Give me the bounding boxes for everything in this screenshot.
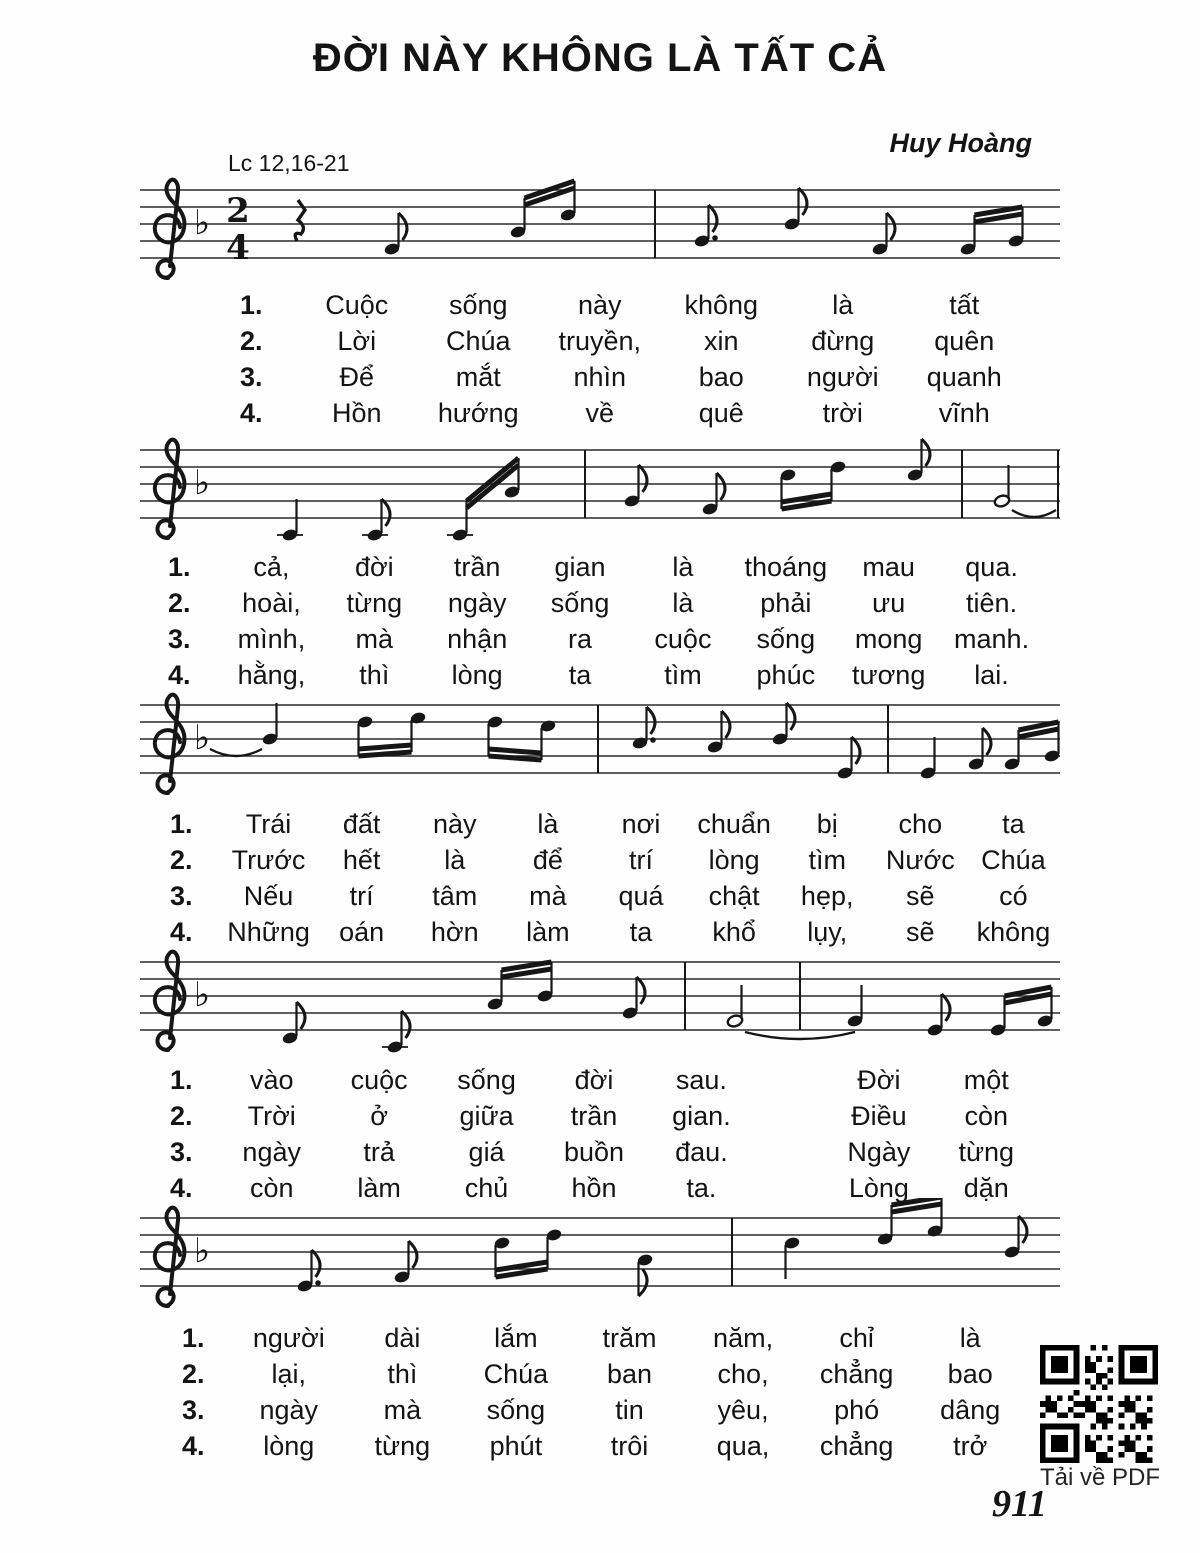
- lyric-row: [170, 1062, 1040, 1098]
- composer-name: Huy Hoàng: [889, 128, 1032, 158]
- lyric-word: yêu,: [717, 1395, 769, 1425]
- lyric-word: cả,: [253, 552, 290, 582]
- lyric-word: chật: [708, 881, 760, 911]
- lyric-word: Trời: [247, 1101, 296, 1131]
- svg-text:2: 2: [226, 191, 250, 231]
- lyric-word: Trái: [245, 809, 292, 839]
- lyric-word: ta: [629, 917, 653, 947]
- lyric-word: ngày: [242, 1137, 301, 1167]
- lyric-word: quên: [934, 326, 995, 356]
- lyric-word: làm: [357, 1173, 401, 1203]
- lyric-word: phúc: [756, 660, 816, 690]
- verse-number: 3.: [170, 881, 193, 911]
- lyric-word: sau.: [675, 1065, 727, 1095]
- lyric-word: dài: [384, 1323, 421, 1353]
- lyric-word: sống: [756, 624, 816, 654]
- verse-number: 1.: [170, 1065, 193, 1095]
- lyric-word: tiên.: [966, 588, 1018, 618]
- lyric-word: Ngày: [847, 1137, 911, 1167]
- lyric-word: không: [684, 290, 759, 320]
- lyric-word: sống: [448, 290, 508, 320]
- treble-clef-icon: [155, 1208, 185, 1306]
- lyric-word: Chúa: [483, 1359, 549, 1389]
- lyric-word: trở: [953, 1431, 988, 1461]
- lyric-row: [168, 657, 1043, 693]
- lyric-word: này: [577, 290, 622, 320]
- lyric-word: mà: [383, 1395, 422, 1425]
- verse-number: 2.: [182, 1359, 205, 1389]
- lyric-row: [170, 1098, 1040, 1134]
- lyric-word: oán: [339, 917, 385, 947]
- treble-clef-icon: [155, 440, 185, 538]
- lyric-word: trần: [453, 552, 501, 582]
- page-number: 911: [992, 1483, 1047, 1525]
- verse-number: 4.: [168, 660, 191, 690]
- flat-sign-icon: ♭: [194, 1231, 211, 1271]
- lyric-word: gian.: [672, 1101, 731, 1131]
- lyric-word: lòng: [708, 845, 760, 875]
- lyric-word: trôi: [610, 1431, 649, 1461]
- lyric-word: Trước: [231, 845, 306, 875]
- lyric-word: bị: [816, 809, 838, 839]
- verse-block-5: [182, 1320, 1027, 1464]
- lyric-word: Hồn: [331, 398, 382, 428]
- lyric-word: ra: [568, 624, 593, 654]
- lyric-row: [168, 585, 1043, 621]
- lyric-row: [240, 359, 1025, 395]
- lyric-word: Điều: [851, 1101, 907, 1131]
- verse-block-4: [170, 1062, 1040, 1206]
- lyric-word: xin: [703, 326, 739, 356]
- lyric-word: trí: [628, 845, 653, 875]
- verse-number: 4.: [170, 917, 193, 947]
- lyric-word: qua.: [965, 552, 1018, 582]
- lyric-word: lòng: [263, 1431, 315, 1461]
- qr-caption: Tải về PDF: [1039, 1464, 1161, 1491]
- lyric-word: Chúa: [981, 845, 1046, 875]
- lyric-word: Nước: [885, 845, 955, 875]
- lyric-word: sẽ: [906, 881, 935, 911]
- lyric-word: là: [672, 588, 694, 618]
- lyric-word: là: [537, 809, 559, 839]
- lyric-word: về: [585, 398, 615, 428]
- lyric-word: Những: [227, 917, 310, 947]
- lyric-word: buồn: [563, 1137, 625, 1167]
- lyric-word: ngày: [447, 588, 507, 618]
- lyric-word: Lòng: [848, 1173, 909, 1203]
- lyric-word: mong: [854, 624, 923, 654]
- verse-number: 3.: [182, 1395, 205, 1425]
- flat-sign-icon: ♭: [194, 975, 211, 1015]
- verse-number: 2.: [168, 588, 191, 618]
- lyric-word: sống: [457, 1065, 516, 1095]
- lyric-row: [240, 395, 1025, 431]
- lyric-word: là: [672, 552, 694, 582]
- lyric-word: tất: [949, 290, 980, 320]
- lyric-word: từng: [958, 1137, 1015, 1167]
- lyric-word: mau: [862, 552, 915, 582]
- lyric-word: Lời: [337, 326, 377, 356]
- lyric-word: ta.: [686, 1173, 717, 1203]
- lyric-word: vào: [249, 1065, 294, 1095]
- lyric-word: trời: [822, 398, 863, 428]
- verse-number: 1.: [168, 552, 191, 582]
- lyric-word: ưu: [872, 588, 906, 618]
- lyric-word: hẹp,: [800, 881, 854, 911]
- verse-block-3: [170, 806, 1060, 950]
- verse-number: 3.: [240, 362, 263, 392]
- lyric-word: khổ: [712, 917, 756, 947]
- verse-number: 3.: [170, 1137, 193, 1167]
- lyric-row: [168, 549, 1043, 585]
- lyric-word: manh.: [954, 624, 1030, 654]
- lyric-word: ở: [370, 1101, 388, 1131]
- lyric-word: người: [252, 1323, 325, 1353]
- lyric-word: sẽ: [906, 917, 935, 947]
- lyric-word: dặn: [963, 1173, 1009, 1203]
- lyric-word: tương: [852, 660, 926, 690]
- lyric-word: lại,: [271, 1359, 307, 1389]
- lyric-word: mà: [529, 881, 567, 911]
- verse-number: 4.: [240, 398, 263, 428]
- lyric-word: quá: [618, 881, 664, 911]
- lyric-word: vĩnh: [938, 398, 990, 428]
- verse-number: 4.: [170, 1173, 193, 1203]
- lyric-row: [170, 1170, 1040, 1206]
- lyric-word: quê: [698, 398, 744, 428]
- lyric-word: thì: [359, 660, 390, 690]
- lyric-word: là: [444, 845, 466, 875]
- staff-system-1: [140, 170, 1060, 305]
- lyric-word: sống: [486, 1395, 546, 1425]
- lyric-word: lụy,: [807, 917, 848, 947]
- lyric-word: tìm: [808, 845, 846, 875]
- lyric-word: Cuộc: [325, 290, 389, 320]
- lyric-word: có: [999, 881, 1028, 911]
- lyric-word: truyền,: [558, 326, 642, 356]
- lyric-word: là: [959, 1323, 981, 1353]
- staff-system-3: [140, 685, 1060, 820]
- lyric-row: [170, 842, 1060, 878]
- verse-number: 2.: [240, 326, 263, 356]
- lyric-row: [170, 1134, 1040, 1170]
- lyric-word: nhận: [447, 624, 508, 654]
- treble-clef-icon: [155, 695, 185, 793]
- verse-number: 1.: [182, 1323, 205, 1353]
- lyric-word: đất: [342, 809, 381, 839]
- lyric-word: thì: [387, 1359, 418, 1389]
- lyric-word: dâng: [940, 1395, 1001, 1425]
- lyric-word: không: [976, 917, 1051, 947]
- lyric-word: mình,: [237, 624, 306, 654]
- lyric-word: hoài,: [242, 588, 301, 618]
- lyric-word: lai.: [974, 660, 1009, 690]
- lyric-row: [170, 806, 1060, 842]
- lyric-word: lắm: [494, 1323, 538, 1353]
- lyric-row: [170, 914, 1060, 950]
- scripture-reference: Lc 12,16-21: [228, 150, 350, 176]
- lyric-word: mắt: [455, 362, 501, 392]
- lyric-word: trả: [363, 1137, 395, 1167]
- lyric-word: phó: [834, 1395, 880, 1425]
- lyric-word: Để: [339, 362, 374, 392]
- svg-text:4: 4: [226, 228, 250, 268]
- lyric-word: chuẩn: [697, 809, 771, 839]
- lyric-word: qua,: [716, 1431, 770, 1461]
- lyric-word: nhìn: [573, 362, 627, 392]
- staff-system-2: [140, 430, 1060, 565]
- lyric-word: trăm: [602, 1323, 657, 1353]
- verse-number: 4.: [182, 1431, 205, 1461]
- lyric-word: lòng: [451, 660, 503, 690]
- lyric-word: cuộc: [654, 624, 712, 654]
- lyric-row: [170, 878, 1060, 914]
- lyric-word: hết: [342, 845, 381, 875]
- lyric-word: người: [806, 362, 879, 392]
- lyric-word: cho: [898, 809, 943, 839]
- lyric-word: bao: [947, 1359, 993, 1389]
- lyric-word: trần: [570, 1101, 618, 1131]
- lyric-word: còn: [964, 1101, 1009, 1131]
- verse-number: 2.: [170, 1101, 193, 1131]
- lyric-word: tin: [615, 1395, 644, 1425]
- treble-clef-icon: [155, 952, 185, 1050]
- lyric-word: ta: [568, 660, 592, 690]
- lyric-word: để: [532, 845, 563, 875]
- lyric-word: làm: [526, 917, 570, 947]
- lyric-word: hằng,: [237, 660, 306, 690]
- lyric-word: cho,: [717, 1359, 769, 1389]
- flat-sign-icon: ♭: [194, 463, 211, 503]
- lyric-word: quanh: [926, 362, 1002, 392]
- lyric-word: Đời: [857, 1065, 901, 1095]
- lyric-row: [182, 1428, 1027, 1464]
- lyric-word: ta: [1002, 809, 1025, 839]
- lyric-word: phút: [489, 1431, 543, 1461]
- staff-system-4: [140, 942, 1060, 1077]
- lyric-row: [182, 1356, 1027, 1392]
- lyric-word: từng: [346, 588, 403, 618]
- lyric-word: nơi: [621, 809, 661, 839]
- lyric-word: chỉ: [839, 1323, 874, 1353]
- lyric-word: đừng: [811, 326, 875, 356]
- lyric-word: đời: [574, 1065, 614, 1095]
- lyric-word: thoáng: [744, 552, 828, 582]
- lyric-word: trí: [349, 881, 374, 911]
- lyric-word: từng: [374, 1431, 431, 1461]
- staff-system-5: [140, 1198, 1060, 1333]
- lyric-word: ban: [606, 1359, 653, 1389]
- lyric-word: giữa: [459, 1101, 514, 1131]
- lyric-word: bao: [698, 362, 744, 392]
- lyric-word: đau.: [675, 1137, 728, 1167]
- lyric-word: hướng: [437, 398, 519, 428]
- lyric-word: gian: [554, 552, 606, 582]
- verse-number: 1.: [240, 290, 263, 320]
- verse-number: 3.: [168, 624, 191, 654]
- lyric-word: phải: [760, 588, 812, 618]
- lyric-word: một: [963, 1065, 1009, 1095]
- song-title: ĐỜI NÀY KHÔNG LÀ TẤT CẢ: [312, 36, 888, 80]
- lyric-word: chẳng: [819, 1431, 894, 1461]
- verse-block-1: [240, 287, 1025, 431]
- lyric-word: chẳng: [819, 1359, 894, 1389]
- flat-sign-icon: ♭: [194, 718, 211, 758]
- verse-number: 2.: [170, 845, 193, 875]
- flat-sign-icon: ♭: [194, 203, 211, 243]
- lyric-word: hồn: [571, 1173, 617, 1203]
- lyric-row: [240, 323, 1025, 359]
- lyric-word: ngày: [259, 1395, 319, 1425]
- lyric-word: còn: [249, 1173, 294, 1203]
- verse-number: 1.: [170, 809, 193, 839]
- verse-block-2: [168, 549, 1043, 693]
- lyric-word: tìm: [664, 660, 702, 690]
- lyric-word: giá: [468, 1137, 505, 1167]
- lyric-row: [182, 1392, 1027, 1428]
- lyric-row: [182, 1320, 1027, 1356]
- lyric-word: cuộc: [350, 1065, 408, 1095]
- lyric-word: là: [832, 290, 854, 320]
- lyric-word: này: [433, 809, 477, 839]
- qr-code: [1040, 1345, 1158, 1463]
- lyric-row: [240, 287, 1025, 323]
- lyric-word: tâm: [432, 881, 478, 911]
- lyric-word: chủ: [464, 1173, 509, 1203]
- lyric-word: hờn: [430, 917, 479, 947]
- lyric-word: sống: [550, 588, 610, 618]
- lyric-row: [168, 621, 1043, 657]
- lyric-word: Chúa: [445, 326, 511, 356]
- treble-clef-icon: [155, 180, 185, 278]
- lyric-word: mà: [355, 624, 394, 654]
- lyric-word: Nếu: [243, 881, 294, 911]
- lyric-word: năm,: [713, 1323, 774, 1353]
- lyric-word: đời: [354, 552, 394, 582]
